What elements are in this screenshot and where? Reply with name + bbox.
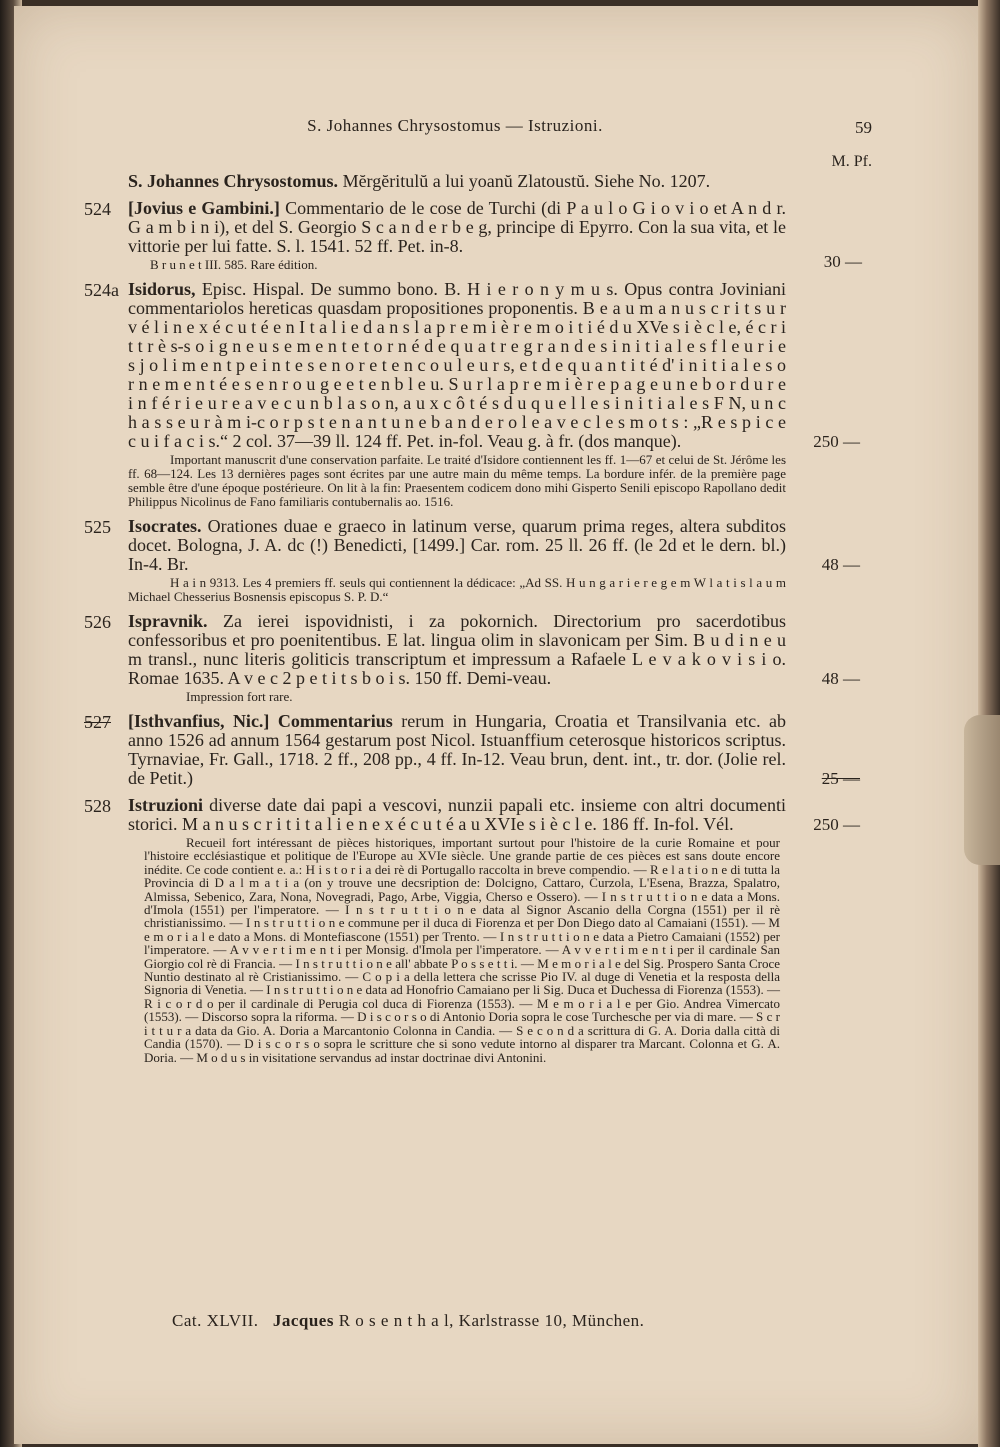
- entry-text: Mĕrgĕritulŭ a lui yoanŭ Zlatoustŭ. Siehe No. 1207.: [342, 171, 711, 191]
- catalogue-entries: [0, 150, 1000, 1072]
- entry-body: [128, 795, 860, 834]
- entry-text: Episc. Hispal. De summo bono. B. H i e r o n y m u s. Opus contra Joviniani commentariolos hereticas quasdam propositiones proponentis. B e a u m a n u s c r i t s u r v é l i n e x é c u t é e n I t a l i e d a n s l a p r e m i è r e m o i t i é d u XVe s i è c l e, é c r i t t r è s-s o i g n e u s e m e n t e t o r n é d e q u a t r e g r a n d e s i n i t i a l e s f l e u r i e s j o l i m e n t p e i n t e s e n o r e t e n c o u l e u r s, e t d e q u a n t i t é d' i n i t i a l e s o r n e m e n t é e s e n r o u g e e t e n b l e u. S u r l a p r e m i è r e p a g e u n e b o r d u r e i n f é r i e u r e a v e c u n b l a s o n, a u x c ô t é s d u q u e l l e s i n i t i a l e s F N, u n c h a s s e u r à m i-c o r p s t e n a n t u n e b a n d e r o l e a v e c l e s m o t s : „R e s p i c e c u i f a c i s.“ 2 col. 37—39 ll. 124 ff. Pet. in-fol. Veau g. à fr. (dos manque).: [128, 279, 787, 451]
- entry-body: [128, 172, 786, 191]
- footer-publisher: Jacques: [272, 1311, 334, 1330]
- entry-note: B r u n e t III. 585. Rare édition.: [150, 257, 318, 272]
- entry-number: 524a: [84, 280, 119, 300]
- entry-body: [128, 611, 860, 688]
- footer-catalogue: Cat. XLVII.: [172, 1311, 259, 1330]
- entry-price: 48 —: [821, 669, 860, 688]
- catalogue-entry: [0, 712, 1000, 788]
- entry-text: Orationes duae e graeco in latinum verse, quarum prima reges, altera subditos docet. Bologna, J. A. dc (!) Benedicti, [1499.] Car. rom. 25 ll. 26 ff. (le 2d et le dern. bl.) In-4. Br.: [128, 516, 787, 574]
- running-title: S. Johannes Chrysostomus — Istruzioni.: [307, 116, 603, 135]
- currency-column-heading: M. Pf.: [831, 153, 872, 170]
- entry-text: rerum in Hungaria, Croatia et Transilvania etc. ab anno 1526 ad annum 1564 gestarum post Nicol. Istuanffium ceterosque historicos scriptus. Tyrnaviae, Fr. Gall., 1718. 2 ff., 208 pp., 4 ff. In-12. Veau brun, dent. int., tr. dor. (Jolie rel. de Petit.): [128, 711, 787, 788]
- entry-author: Isidorus,: [128, 279, 196, 299]
- entry-author: [Jovius e Gambini.]: [128, 198, 280, 218]
- entry-author: S. Johannes Chrysostomus.: [128, 171, 339, 191]
- entry-number: 524: [84, 199, 111, 219]
- footer-address: R o s e n t h a l, Karlstrasse 10, München.: [338, 1311, 645, 1330]
- entry-note: Recueil fort intéressant de pièces historiques, important surtout pour l'histoire de la curie Romaine et pour l'histoire ecclésiastique et politique de l'Europe au XVIe siècle. Une grande partie de ces pièces est sans doute encore inédite. Ce code contient e. a.: H i s t o r i a dei rè di Portugallo raccolta in breve compendio. — R e l a t i o n e di tutta la Provincia di D a l m a t i a (on y trouve une decsription de: Dolcigno, Cattaro, Curzola, L'Esena, Brazza, Spalatro, Almissa, Sebenico, Zara, Nona, Novegradi, Pago, Arbe, Viggia, Cherso e Ossero). — I n s t r u t t i o n e data a Mons. d'Imola (1551) per l'imperatore. — I n s t r u t t i o n e data al Signor Ascanio della Corgna (1551) per il rè christianissimo. — I n s t r u t t i o n e commune per il duca di Fiorenza et per Don Diego dato al Camaiani (1551). — M e m o r i a l e dato a Mons. di Montefiascone (1551) per Trento. — I n s t r u t t i o n e data a Pietro Camaiani (1552) per l'imperatore. — A v v e r t i m e n t i per Monsig. d'Imola per l'imperatore. — A v v e r t i m e n t i per il cardinale San Giorgio col rè di Francia. — I n s t r u t t i o n e all' abbate P o s s e t t i. — M e m o r i a l e del Sig. Prospero Santa Croce Nuntio destinato al rè Cristianissimo. — C o p i a della lettera che scrisse Pio IV. al duge di Venetia et la resposta della Signoria di Venetia. — I n s t r u t t i o n e data ad Honofrio Camaiano per li Sig. Duca et Duchessa di Fiorenza (1553). — R i c o r d o per il cardinale di Perugia col duca di Fiorenza (1553). — M e m o r i a l e per Gio. Andrea Vimercato (1553). — Discorso sopra la riforma. — D i s c o r s o di Antonio Doria sopra le cose Turchesche per via di mare. — S c r i t t u r a data da Gio. A. Doria a Marcantonio Colonna in Candia. — S e c o n d a scrittura di G. A. Doria dalla città di Candia (1570). — D i s c o r s o sopra le scritture che si sono vedute intorno al disparer tra Marcant. Colonna et G. A. Doria. — M o d u s in visitatione servandus ad instar doctrinae divi Antonini.: [144, 835, 780, 1065]
- entry-body: [128, 516, 860, 574]
- entry-author: Istruzioni: [128, 795, 204, 815]
- entry-body: [128, 199, 786, 256]
- entry-price: 25 —: [821, 769, 860, 788]
- entry-number: 526: [84, 612, 111, 632]
- catalogue-entry: [0, 796, 1000, 1064]
- entry-note: H a i n 9313. Les 4 premiers ff. seuls qui contiennent la dédicace: „Ad SS. H u n g a r i e r e g e m W l a t i s l a u m Michael Chesserius Bosnensis episcopus S. P. D.“: [128, 575, 786, 604]
- catalogue-entry: [0, 517, 1000, 604]
- catalogue-entry: [0, 280, 1000, 509]
- entry-author: [Isthvanfius, Nic.] Commentarius: [128, 711, 393, 731]
- entry-number: 525: [84, 517, 111, 537]
- entry-price: 30 —: [823, 252, 862, 271]
- catalogue-entry: [0, 612, 1000, 704]
- entry-note: Important manuscrit d'une conservation parfaite. Le traité d'Isidore contiennent les ff. 1—67 et celui de St. Jérôme les ff. 68—124. Les 13 dernières pages sont écrites par une autre main du même temps. La bordure infér. de la première page semble être d'une époque postérieure. On lit à la fin: Praesentem codicem dono mihi Gisperto Senili episcopo Rapollano dedit Philippus Nicolinus de Fano familiaris contubernalis ao. 1516.: [128, 452, 786, 509]
- page-number: 59: [855, 118, 872, 137]
- catalogue-entry: [0, 199, 1000, 272]
- entry-price: 250 —: [813, 815, 860, 834]
- entry-body: [128, 711, 860, 788]
- catalogue-footer: [172, 1311, 644, 1331]
- entry-number: 527: [84, 712, 111, 732]
- entry-price: 250 —: [813, 432, 860, 451]
- entry-number: 528: [84, 796, 111, 816]
- entry-body: [128, 279, 860, 451]
- entry-text: Za ierei ispovidnisti, i za pokornich. Directorium pro sacerdotibus confessoribus et pro poenitentibus. E lat. lingua olim in slavonicam per Sim. B u d i n e u m transl., nunc literis goliticis transcriptum et impressum a Rafaele L e v a k o v i s i o. Romae 1635. A v e c 2 p e t i t s b o i s. 150 ff. Demi-veau.: [128, 611, 787, 688]
- entry-text: diverse date dai papi a vescovi, nunzii papali etc. insieme con altri documenti storici. M a n u s c r i t i t a l i e n e x é c u t é a u XVIe s i è c l e. 186 ff. In-fol. Vél.: [128, 795, 786, 834]
- entry-text: Commentario de le cose de Turchi (di P a u l o G i o v i o et A n d r. G a m b i n i), et del S. Georgio S c a n d e r b e g, principe di Epyrro. Con la sua vita, et le vittorie per lui fatte. S. l. 1541. 52 ff. Pet. in-8.: [128, 198, 786, 256]
- entry-author: Isocrates.: [128, 516, 202, 536]
- entry-author: Ispravnik.: [128, 611, 208, 631]
- entry-price: 48 —: [821, 555, 860, 574]
- catalogue-entry: [0, 172, 1000, 191]
- entry-note: Impression fort rare.: [186, 689, 293, 704]
